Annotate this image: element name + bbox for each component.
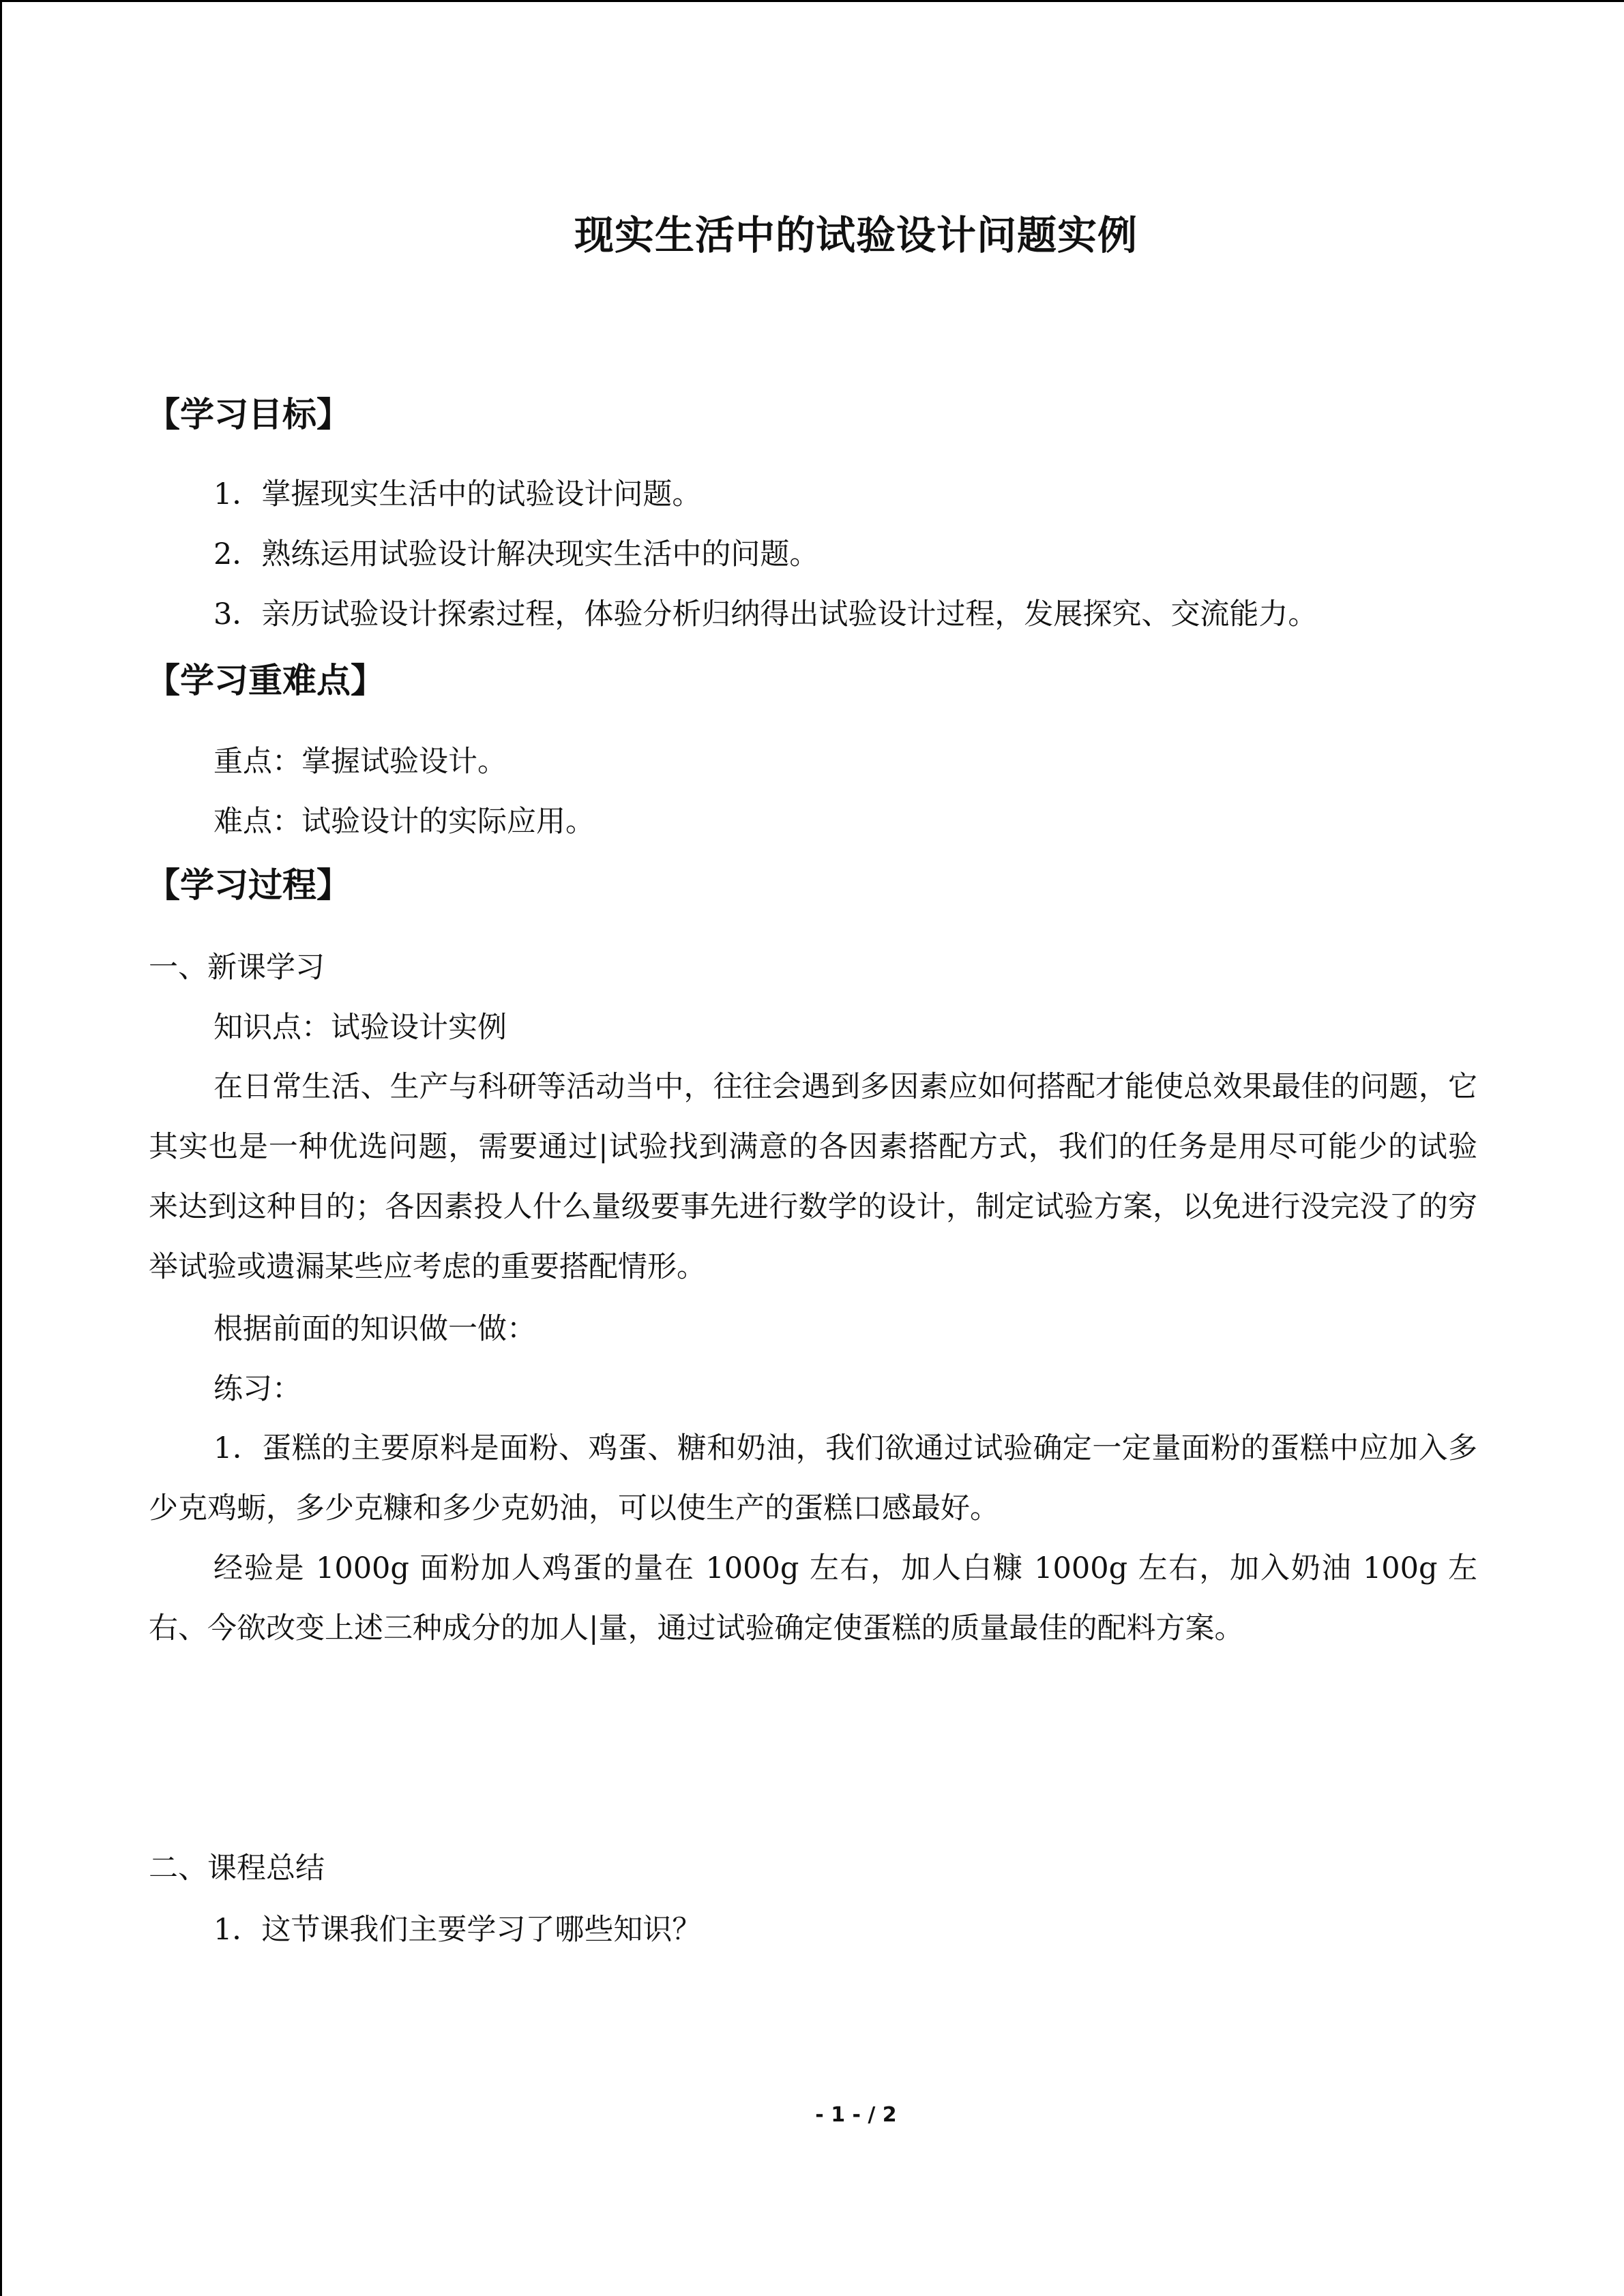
key-points-heading: 【学习重难点】 [146,661,385,700]
objectives-heading: 【学习目标】 [146,395,351,434]
objective-item-3: 3．亲历试验设计探索过程，体验分析归纳得出试验设计过程，发展探究、交流能力。 [213,597,1318,631]
do-it-prompt: 根据前面的知识做一做： [213,1312,536,1346]
part2-heading: 二、课程总结 [149,1851,325,1885]
summary-question: 1．这节课我们主要学习了哪些知识？ [213,1913,702,1947]
page-number: - 1 - / 2 [815,2103,897,2127]
knowledge-point: 知识点：试验设计实例 [213,1011,507,1045]
practice-label: 练习： [213,1372,301,1406]
part1-heading: 一、新课学习 [149,951,325,985]
page-border-top [0,0,1624,2]
intro-paragraph: 在日常生活、生产与科研等活动当中，往往会遇到多因素应如何搭配才能使总效果最佳的问题，它其实也是一种优选问题，需要通过|试验找到满意的各因素搭配方式，我们的任务是用尽可能少的试验来达到这种目的；各因素投人什么量级要事先进行数学的设计，制定试验方案，以免进行没完没了的穷举试验或遗漏某些应考虑的重要搭配情形。 [149,1070,1477,1284]
process-heading: 【学习过程】 [146,865,351,905]
focus-point: 重点：掌握试验设计。 [213,745,507,779]
exercise-1: 1．蛋糕的主要原料是面粉、鸡蛋、糖和奶油，我们欲通过试验确定一定量面粉的蛋糕中应加入多少克鸡蛎，多少克糠和多少克奶油，可以使生产的蛋糕口感最好。 [149,1431,1477,1525]
page-border-left [0,0,2,2296]
objective-item-1: 1．掌握现实生活中的试验设计问题。 [213,477,702,511]
exercise-1-info: 经验是 1000g 面粉加人鸡蛋的量在 1000g 左右，加人白糠 1000g 左右，加入奶油 100g 左右、今欲改变上述三种成分的加人|量，通过试验确定使蛋糕的质量最佳的配料方案。 [149,1551,1477,1645]
objective-item-2: 2．熟练运用试验设计解决现实生活中的问题。 [213,537,819,571]
document-title: 现实生活中的试验设计问题实例 [574,212,1138,258]
difficulty-point: 难点：试验设计的实际应用。 [213,805,595,839]
